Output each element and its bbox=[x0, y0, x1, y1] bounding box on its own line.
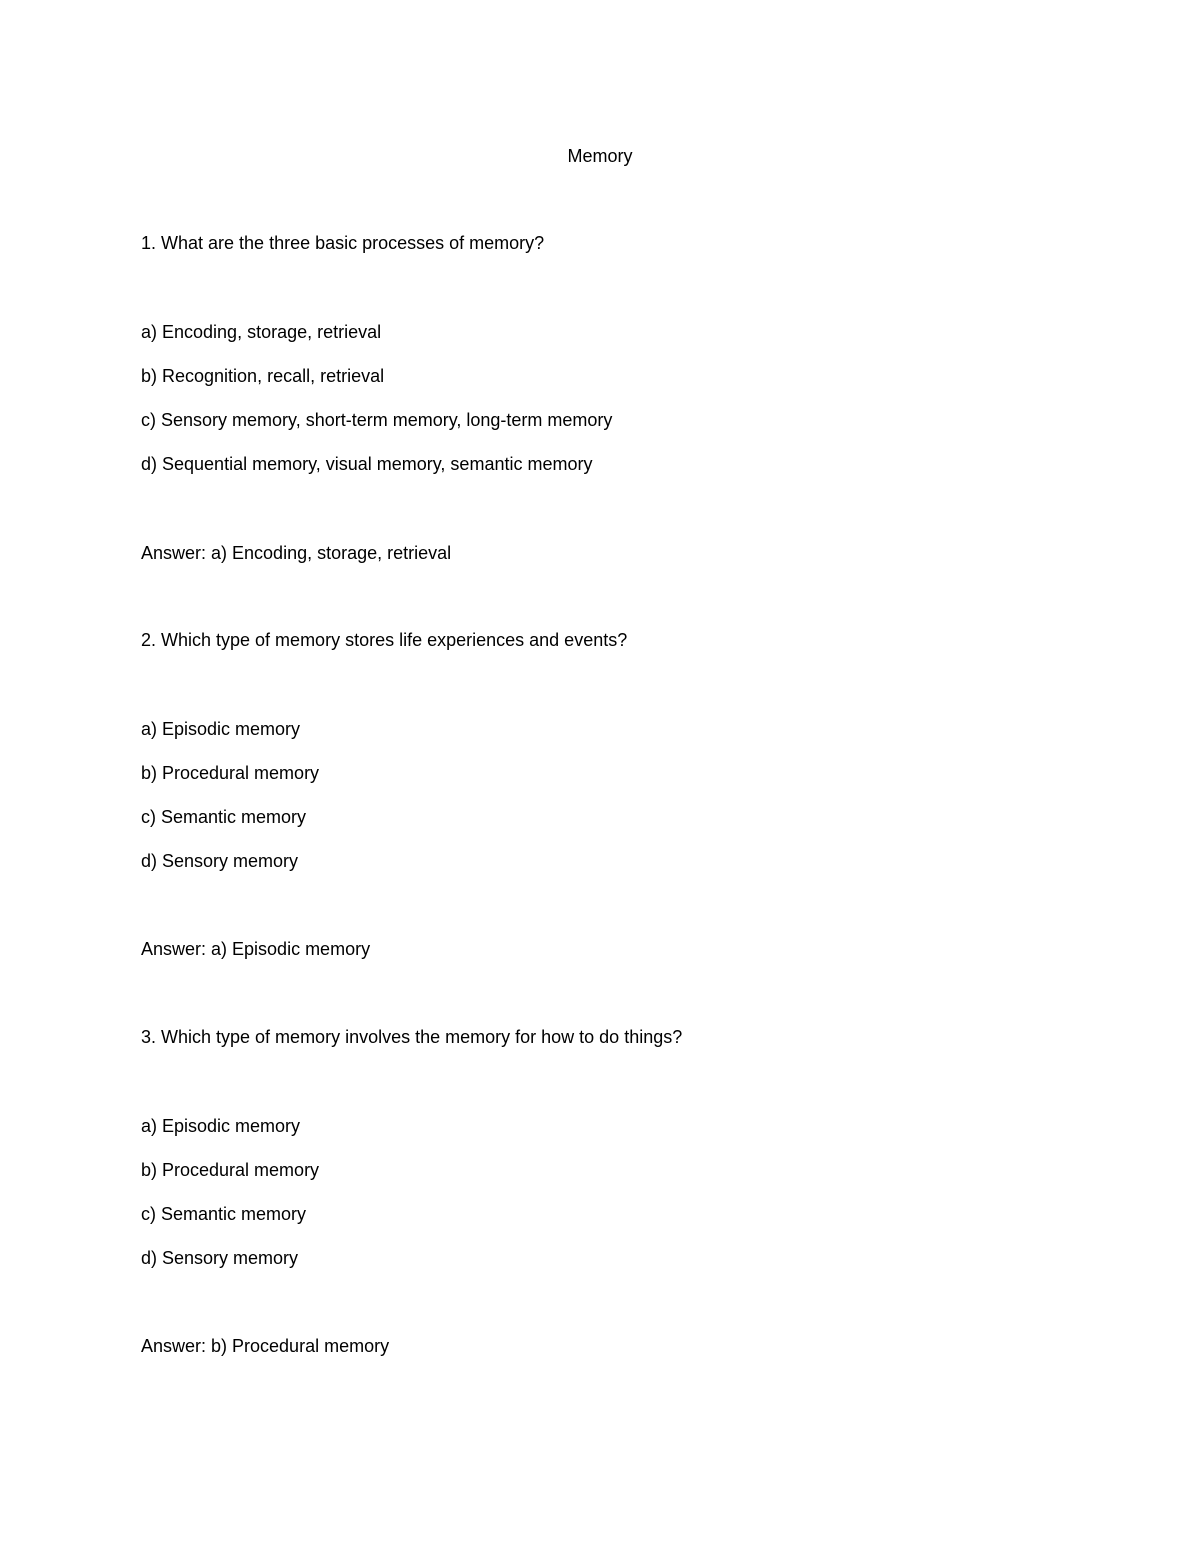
question-2-option-c: c) Semantic memory bbox=[141, 807, 307, 827]
question-3-option-d: d) Sensory memory bbox=[141, 1248, 299, 1268]
question-1-option-c: c) Sensory memory, short-term memory, long-term memory bbox=[141, 410, 613, 430]
question-2-option-b: b) Procedural memory bbox=[141, 763, 320, 783]
question-1: 1. What are the three basic processes of memory? bbox=[141, 233, 545, 253]
question-1-option-b: b) Recognition, recall, retrieval bbox=[141, 366, 385, 386]
question-3-option-a: a) Episodic memory bbox=[141, 1116, 301, 1136]
question-3: 3. Which type of memory involves the memory for how to do things? bbox=[141, 1027, 683, 1047]
question-3-answer: Answer: b) Procedural memory bbox=[141, 1336, 390, 1356]
question-2: 2. Which type of memory stores life experiences and events? bbox=[141, 630, 628, 650]
question-3-option-b: b) Procedural memory bbox=[141, 1160, 320, 1180]
question-2-answer: Answer: a) Episodic memory bbox=[141, 939, 371, 959]
question-2-option-a: a) Episodic memory bbox=[141, 719, 301, 739]
question-2-option-d: d) Sensory memory bbox=[141, 851, 299, 871]
question-1-answer: Answer: a) Encoding, storage, retrieval bbox=[141, 543, 452, 563]
question-1-option-d: d) Sequential memory, visual memory, semantic memory bbox=[141, 454, 593, 474]
page-title: Memory bbox=[567, 146, 633, 166]
question-1-option-a: a) Encoding, storage, retrieval bbox=[141, 322, 382, 342]
question-3-option-c: c) Semantic memory bbox=[141, 1204, 307, 1224]
